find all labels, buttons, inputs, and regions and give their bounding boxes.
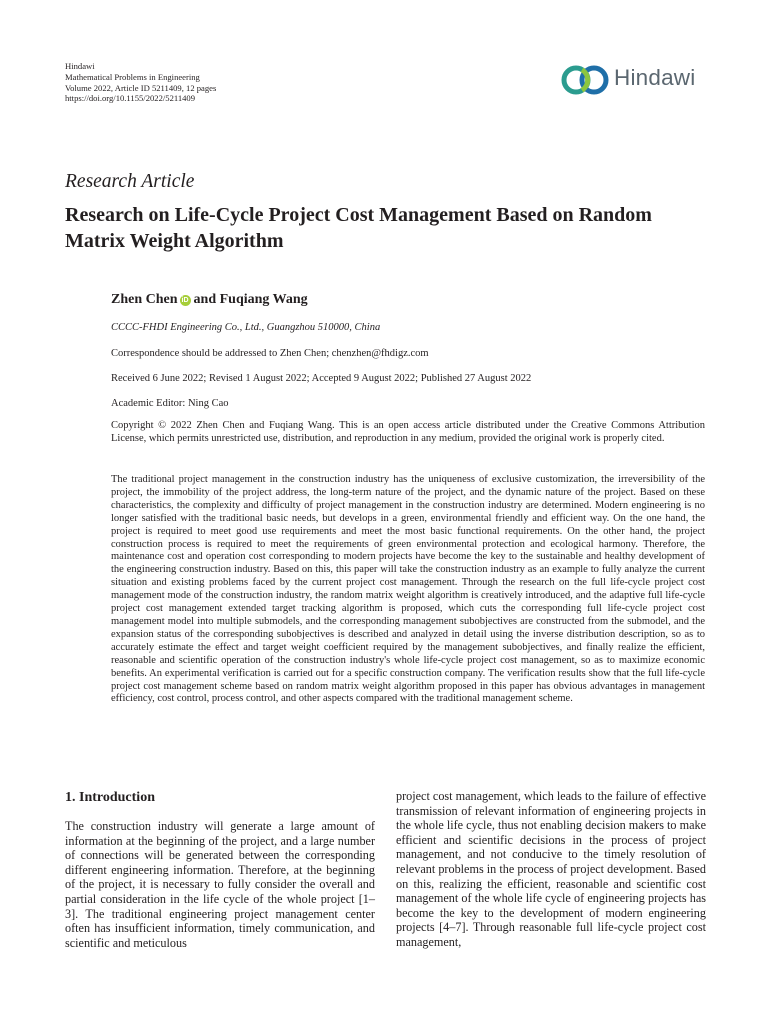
hindawi-logo-icon [559,63,613,97]
copyright-notice: Copyright © 2022 Zhen Chen and Fuqiang Wang. This is an open access article distributed under the Creative Commons Attribution License, which permits unrestricted use, distribution, and reproduction in any medium, provided the original work is properly cited. [111,420,705,444]
publication-dates: Received 6 June 2022; Revised 1 August 2022; Accepted 9 August 2022; Published 27 August 2022 [111,373,532,384]
publisher-name: Hindawi [65,61,95,71]
doi-link[interactable]: https://doi.org/10.1155/2022/5211409 [65,93,196,104]
correspondence: Correspondence should be addressed to Zhen Chen; chenzhen@fhdigz.com [111,348,429,359]
abstract: The traditional project management in the construction industry has the uniqueness of exclusive customization, the irreversibility of the project, the immobility of the project address, the long-term nature of the project, and the dynamic nature of the project. Based on these characteristics, the complexity and difficulty of project management in the construction industry are determined. Modern engineering is no longer satisfied with the traditional basic needs, but develops in a green, environmental friendly and efficient way. On the one hand, the project is required to meet good use requirements and meet the most basic functional requirements. On the other hand, the project construction process is required to meet the requirements of green environmental protection and ecological harmony. Therefore, the maintenance cost and operation cost corresponding to modern projects have become the key to the sustainable and healthy development of the engineering construction industry. Based on this, this paper will take the construction industry as an example to fully analyze the current situation and existing problems faced by the current project cost management. Through the research on the full life-cycle project cost management mode of the construction industry, the random matrix weight algorithm is creatively introduced, and the adaptive full life-cycle project cost management extended target tracking algorithm is proposed, which cuts the corresponding full life-cycle project cost management model into multiple submodels, and the corresponding management subobjectives are constructed from the submodel, and the expansion status of the corresponding subobjectives is described and analyzed in detail using the inverse distribution description, so as to accurately estimate the effect and target weight coefficient required by the management subobjectives, and finally realize the efficient, reasonable and scientific operation of the construction industry's whole life-cycle project cost management, so as to maximize economic benefits. An experimental verification is carried out for a specific construction company. The verification results show that the full life-cycle project cost management scheme based on random matrix weight algorithm proposed in this paper has obvious advantages in management efficiency, cost control, process control, and other aspects compared with the traditional management scheme. [111,474,705,705]
orcid-icon[interactable]: iD [181,297,189,304]
section-title: 1. Introduction [65,790,155,805]
academic-editor: Academic Editor: Ning Cao [111,398,229,409]
article-title: Research on Life-Cycle Project Cost Management Based on Random Matrix Weight Algorithm [65,204,652,252]
hindawi-logo [559,63,709,97]
body-column-left: The construction industry will generate a large amount of information at the beginning of the project, and a large number of connections will be generated between the corresponding different engineering information. Therefore, at the beginning of the project, it is necessary to fully consider the overall and partial consideration in the life cycle of the whole project [1–3]. The traditional engineering project management center often has insufficient information, timely communication, and scientific and meticulous [65,819,375,950]
journal-header [65,61,216,104]
author-name[interactable]: Zhen Chen [111,292,178,307]
hindawi-logo-text: Hindawi [614,65,696,90]
author-line [111,292,308,308]
article-type: Research Article [65,171,195,192]
author-name[interactable]: Fuqiang Wang [219,292,308,307]
author-conjunction: and [193,292,217,307]
volume-info: Volume 2022, Article ID 5211409, 12 pages [65,82,217,93]
affiliation: CCCC-FHDI Engineering Co., Ltd., Guangzhou 510000, China [111,322,381,333]
journal-name: Mathematical Problems in Engineering [65,71,200,82]
body-column-right: project cost management, which leads to the failure of effective transmission of relevant information of engineering projects in the whole life cycle, thus not enabling decision makers to make efficient and scientific decisions in the process of project management, and not conducive to the timely resolution of relevant problems in the process of project development. Based on this, realizing the efficient, reasonable and scientific cost management of the whole life cycle of engineering projects has become the key to the development of modern engineering projects [4–7]. Through reasonable full life-cycle project cost management, [396,789,706,949]
